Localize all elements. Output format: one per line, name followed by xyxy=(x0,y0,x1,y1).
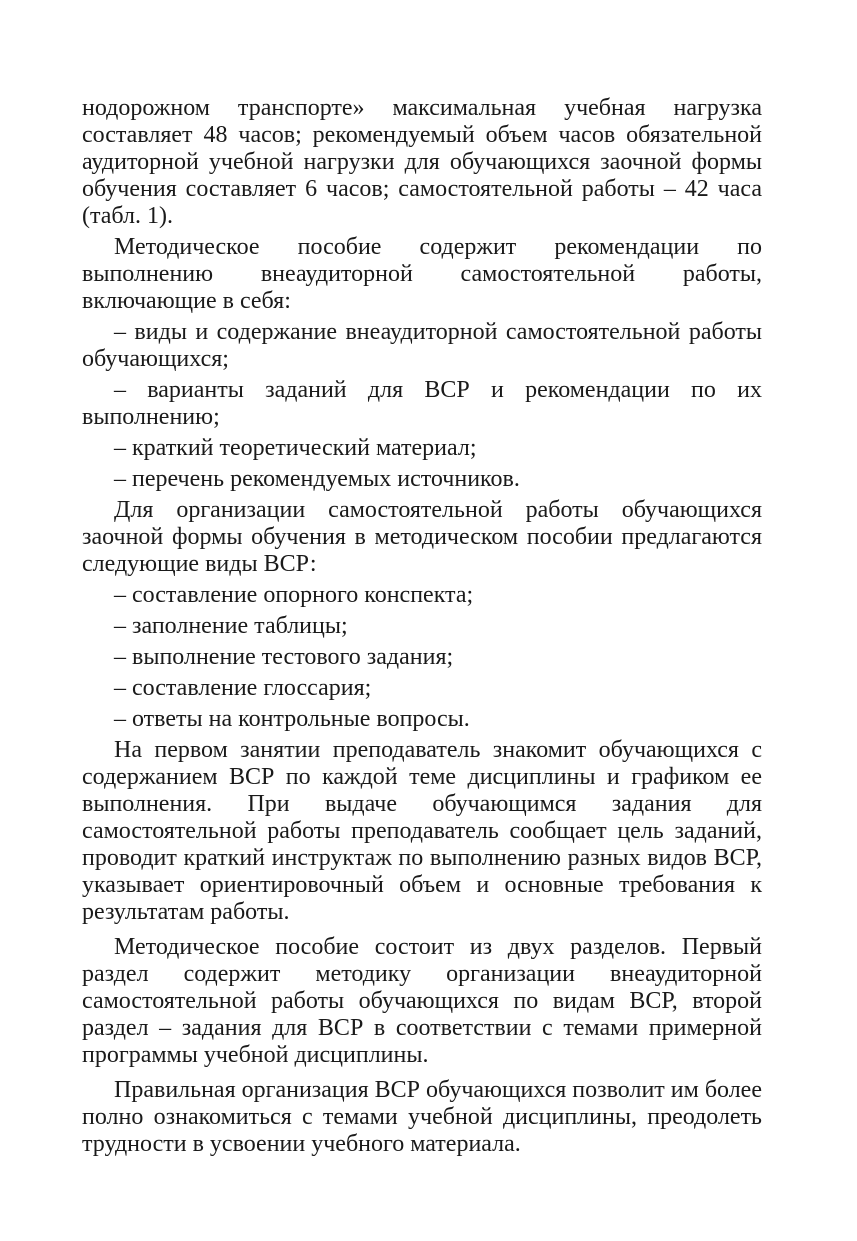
list-item-sources: – перечень рекомендуемых источников. xyxy=(114,466,520,492)
list-item-test: – выполнение тестового задания; xyxy=(114,644,454,670)
document-page xyxy=(82,95,762,1158)
list-item-outline: – составление опорного конспекта; xyxy=(114,582,474,608)
list-item-glossary: – составление глоссария; xyxy=(114,675,372,701)
list-item-types-content: – виды и содержание внеаудиторной самостоятельной работы обучающихся; xyxy=(82,319,762,372)
paragraph-vsr-types: Для организации самостоятельной работы обучающихся заочной формы обучения в методическом пособии предлагаются следующие виды ВСР: xyxy=(82,497,762,577)
paragraph-conclusion: Правильная организация ВСР обучающихся позволит им более полно ознакомиться с темами учебной дисциплины, преодолеть трудности в усвоении учебного материала. xyxy=(82,1077,762,1157)
list-item-answers: – ответы на контрольные вопросы. xyxy=(114,706,470,732)
list-item-task-variants: – варианты заданий для ВСР и рекомендации по их выполнению; xyxy=(82,377,762,430)
paragraph-first-lesson: На первом занятии преподаватель знакомит обучающихся с содержанием ВСР по каждой теме дисциплины и графиком ее выполнения. При выдаче обучающимся задания для самостоятельной работы преподаватель сообщает цель заданий, проводит краткий инструктаж по выполнению разных видов ВСР, указывает ориентировочный объем и основные требования к результатам работы. xyxy=(82,737,762,925)
paragraph-guide-structure: Методическое пособие состоит из двух разделов. Первый раздел содержит методику организации внеаудиторной самостоятельной работы обучающихся по видам ВСР, второй раздел – задания для ВСР в соответствии с темами примерной программы учебной дисциплины. xyxy=(82,934,762,1068)
list-item-theory: – краткий теоретический материал; xyxy=(114,435,477,461)
paragraph-intro-continuation: нодорожном транспорте» максимальная учебная нагрузка составляет 48 часов; рекомендуемый объем часов обязательной аудиторной учебной нагрузки для обучающихся заочной формы обучения составляет 6 часов; самостоятельной работы – 42 часа (табл. 1). xyxy=(82,95,762,229)
paragraph-guide-contents: Методическое пособие содержит рекомендации по выполнению внеаудиторной самостоятельной работы, включающие в себя: xyxy=(82,234,762,314)
list-item-table: – заполнение таблицы; xyxy=(114,613,348,639)
